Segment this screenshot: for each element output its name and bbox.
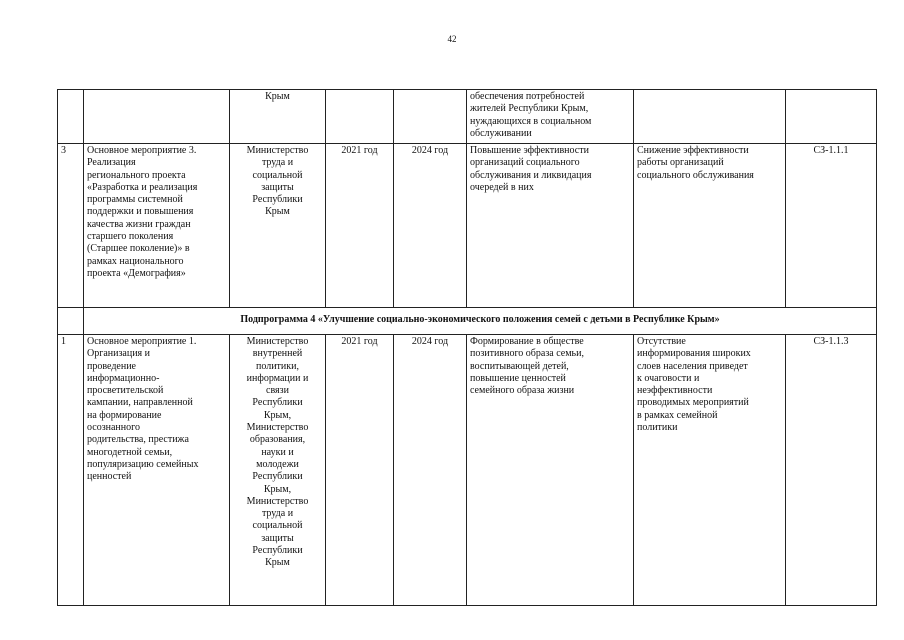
cell-consequence [634,90,786,144]
executor-line: Республики [252,545,303,557]
table-row [58,90,877,144]
event-line: на формирование [87,409,162,421]
consequence-line: проводимых мероприятий [637,397,749,409]
executor-line: Крым [265,206,290,218]
event-line: информационно- [87,372,160,384]
executor-line: Министерство [246,422,309,434]
executor-line: социальной [252,520,303,532]
event-line: качества жизни граждан [87,218,191,230]
event-line: (Старшее поколение)» в [87,243,190,255]
consequence-line: информирования широких [637,348,751,360]
table-row [58,335,877,606]
consequence-line: Снижение эффективности [637,145,749,156]
result-line: обслуживании [470,127,532,139]
cell-start: 2021 год [326,144,394,308]
cell-consequence [634,335,786,606]
cell-executor [230,335,326,606]
executor-line: науки и [261,446,294,458]
cell-start: 2021 год [326,335,394,606]
cell-number: 3 [58,144,84,308]
table-row [58,144,877,308]
program-events-table [57,89,877,606]
cell-indicator: СЗ-1.1.3 [786,335,877,606]
cell-event [84,335,230,606]
cell-indicator: СЗ-1.1.1 [786,144,877,308]
consequence-line: слоев населения приведет [637,360,748,372]
consequence-line: неэффективности [637,385,713,397]
cell-event [84,144,230,308]
executor-line: Министерство [246,145,309,156]
cell-number [58,90,84,144]
executor-line: политики, [256,360,299,372]
executor-line: труда и [261,157,294,169]
event-line: Основное мероприятие 1. [87,336,197,347]
cell-result [467,144,634,308]
result-line: Повышение эффективности [470,145,589,156]
cell-start [326,90,394,144]
result-line: обслуживания и ликвидация [470,169,592,181]
executor-line: Министерство [246,336,309,347]
executor-line: образования, [249,434,306,446]
consequence-line: политики [637,422,678,434]
cell-number [58,308,84,335]
event-line: многодетной семьи, [87,446,173,458]
cell-event [84,90,230,144]
event-line: ценностей [87,471,132,483]
event-line: старшего поколения [87,231,174,243]
event-line: «Разработка и реализация [87,181,198,193]
result-line: организаций социального [470,157,580,169]
cell-end [394,90,467,144]
cell-result [467,90,634,144]
cell-indicator [786,90,877,144]
cell-consequence [634,144,786,308]
event-line: проекта «Демография» [87,267,186,279]
consequence-line: к очаговости и [637,372,700,384]
cell-executor [230,90,326,144]
consequence-line: социального обслуживания [637,169,754,181]
event-line: регионального проекта [87,169,186,181]
executor-line: Республики [252,194,303,206]
event-line: поддержки и повышения [87,206,194,218]
executor-line: защиты [261,181,294,193]
result-line: позитивного образа семьи, [470,348,584,360]
event-line: осознанного [87,422,140,434]
executor-line: внутренней [252,348,303,360]
executor-line: Министерство [246,495,309,507]
event-line: Организация и [87,348,151,360]
result-line: обеспечения потребностей [470,91,585,102]
executor-line: информации и [246,372,309,384]
executor-line: Крым [265,91,290,102]
event-line: рамках национального [87,255,184,267]
executor-line: Крым, [263,483,292,495]
event-line: программы системной [87,194,183,206]
cell-result [467,335,634,606]
cell-executor [230,144,326,308]
page-number: 42 [447,34,457,44]
executor-line: Республики [252,397,303,409]
subprogram-title: Подпрограмма 4 «Улучшение социально-экономического положения семей с детьми в Республике Крым» [84,308,877,335]
result-line: очередей в них [470,181,534,193]
event-line: проведение [87,360,136,372]
event-line: просветительской [87,385,164,397]
result-line: семейного образа жизни [470,385,575,397]
result-line: жителей Республики Крым, [470,103,589,115]
event-line: родительства, престижа [87,434,189,446]
executor-line: молодежи [256,458,299,470]
result-line: повышение ценностей [470,372,566,384]
subprogram-heading-row [58,308,877,335]
cell-end: 2024 год [394,335,467,606]
consequence-line: в рамках семейной [637,409,718,421]
cell-end: 2024 год [394,144,467,308]
event-line: Реализация [87,157,136,169]
cell-number: 1 [58,335,84,606]
executor-line: связи [266,385,289,397]
result-line: Формирование в обществе [470,336,584,347]
consequence-line: работы организаций [637,157,724,169]
consequence-line: Отсутствие [637,336,686,347]
event-line: кампании, направленной [87,397,193,409]
executor-line: защиты [261,532,294,544]
executor-line: социальной [252,169,303,181]
executor-line: Крым [265,557,290,569]
event-line: популяризацию семейных [87,458,199,470]
executor-line: Крым, [263,409,292,421]
event-line: Основное мероприятие 3. [87,145,197,156]
executor-line: Республики [252,471,303,483]
result-line: нуждающихся в социальном [470,115,592,127]
result-line: воспитывающей детей, [470,360,569,372]
executor-line: труда и [261,508,294,520]
